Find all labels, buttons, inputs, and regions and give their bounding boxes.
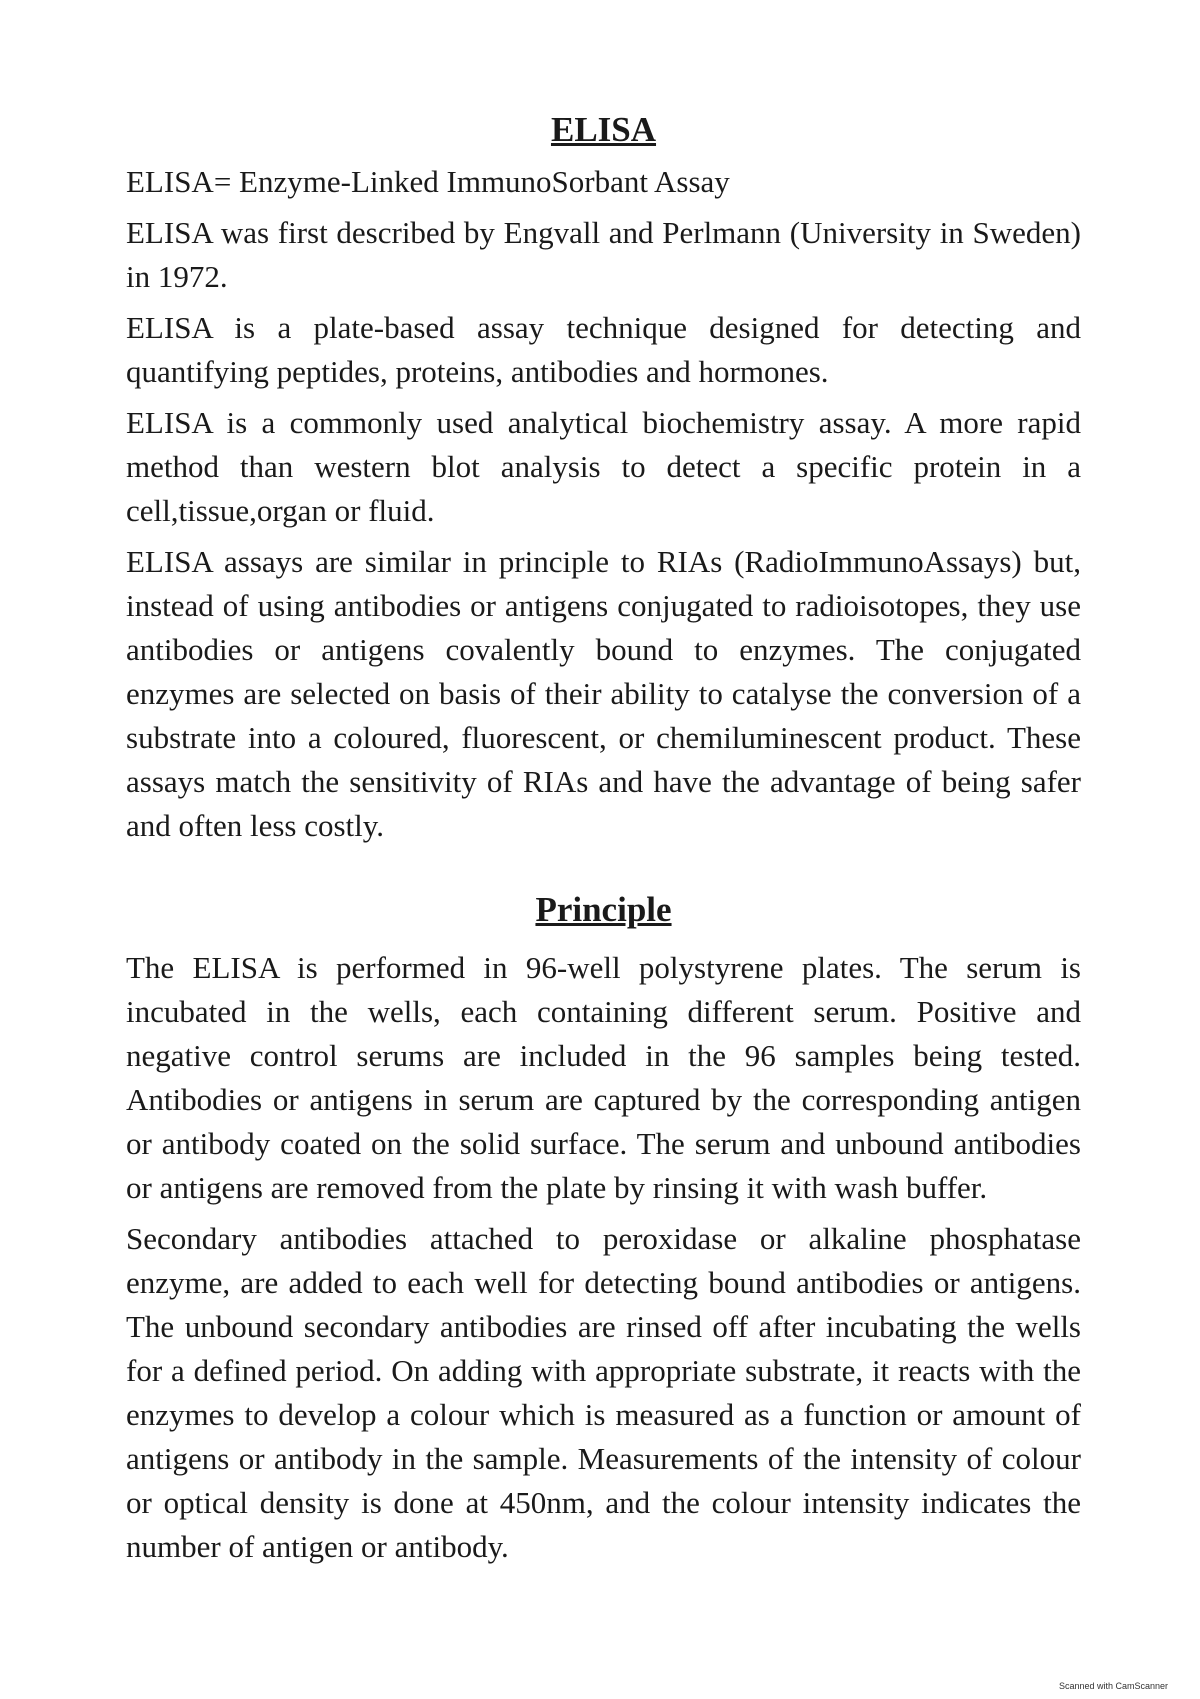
principle-heading: Principle <box>535 890 672 929</box>
intro-paragraph-2: ELISA was first described by Engvall and Perlmann (University in Sweden) in 1972. <box>126 215 1081 294</box>
scanner-watermark: Scanned with CamScanner <box>1058 1681 1168 1691</box>
intro-paragraph-4: ELISA is a commonly used analytical biochemistry assay. A more rapid method than western blot analysis to detect a specific protein in a cell,tissue,organ or fluid. <box>126 405 1081 528</box>
page-title: ELISA <box>550 110 657 149</box>
intro-paragraph-1: ELISA= Enzyme-Linked ImmunoSorbant Assay <box>126 164 730 199</box>
intro-paragraph-3: ELISA is a plate-based assay technique designed for detecting and quantifying peptides, proteins, antibodies and hormones. <box>126 310 1081 389</box>
principle-paragraph-1: The ELISA is performed in 96-well polystyrene plates. The serum is incubated in the wells, each containing different serum. Positive and negative control serums are included in the 96 samples being tested. Antibodies or antigens in serum are captured by the corresponding antigen or antibody coated on the solid surface. The serum and unbound antibodies or antigens are removed from the plate by rinsing it with wash buffer. <box>126 950 1081 1205</box>
document-page <box>126 108 1081 1576</box>
intro-paragraph-5: ELISA assays are similar in principle to RIAs (RadioImmunoAssays) but, instead of using antibodies or antigens conjugated to radioisotopes, they use antibodies or antigens covalently bound to enzymes. The conjugated enzymes are selected on basis of their ability to catalyse the conversion of a substrate into a coloured, fluorescent, or chemiluminescent product. These assays match the sensitivity of RIAs and have the advantage of being safer and often less costly. <box>126 544 1081 843</box>
principle-paragraph-2: Secondary antibodies attached to peroxidase or alkaline phosphatase enzyme, are added to each well for detecting bound antibodies or antigens. The unbound secondary antibodies are rinsed off after incubating the wells for a defined period. On adding with appropriate substrate, it reacts with the enzymes to develop a colour which is measured as a function or amount of antigens or antibody in the sample. Measurements of the intensity of colour or optical density is done at 450nm, and the colour intensity indicates the number of antigen or antibody. <box>126 1221 1081 1564</box>
